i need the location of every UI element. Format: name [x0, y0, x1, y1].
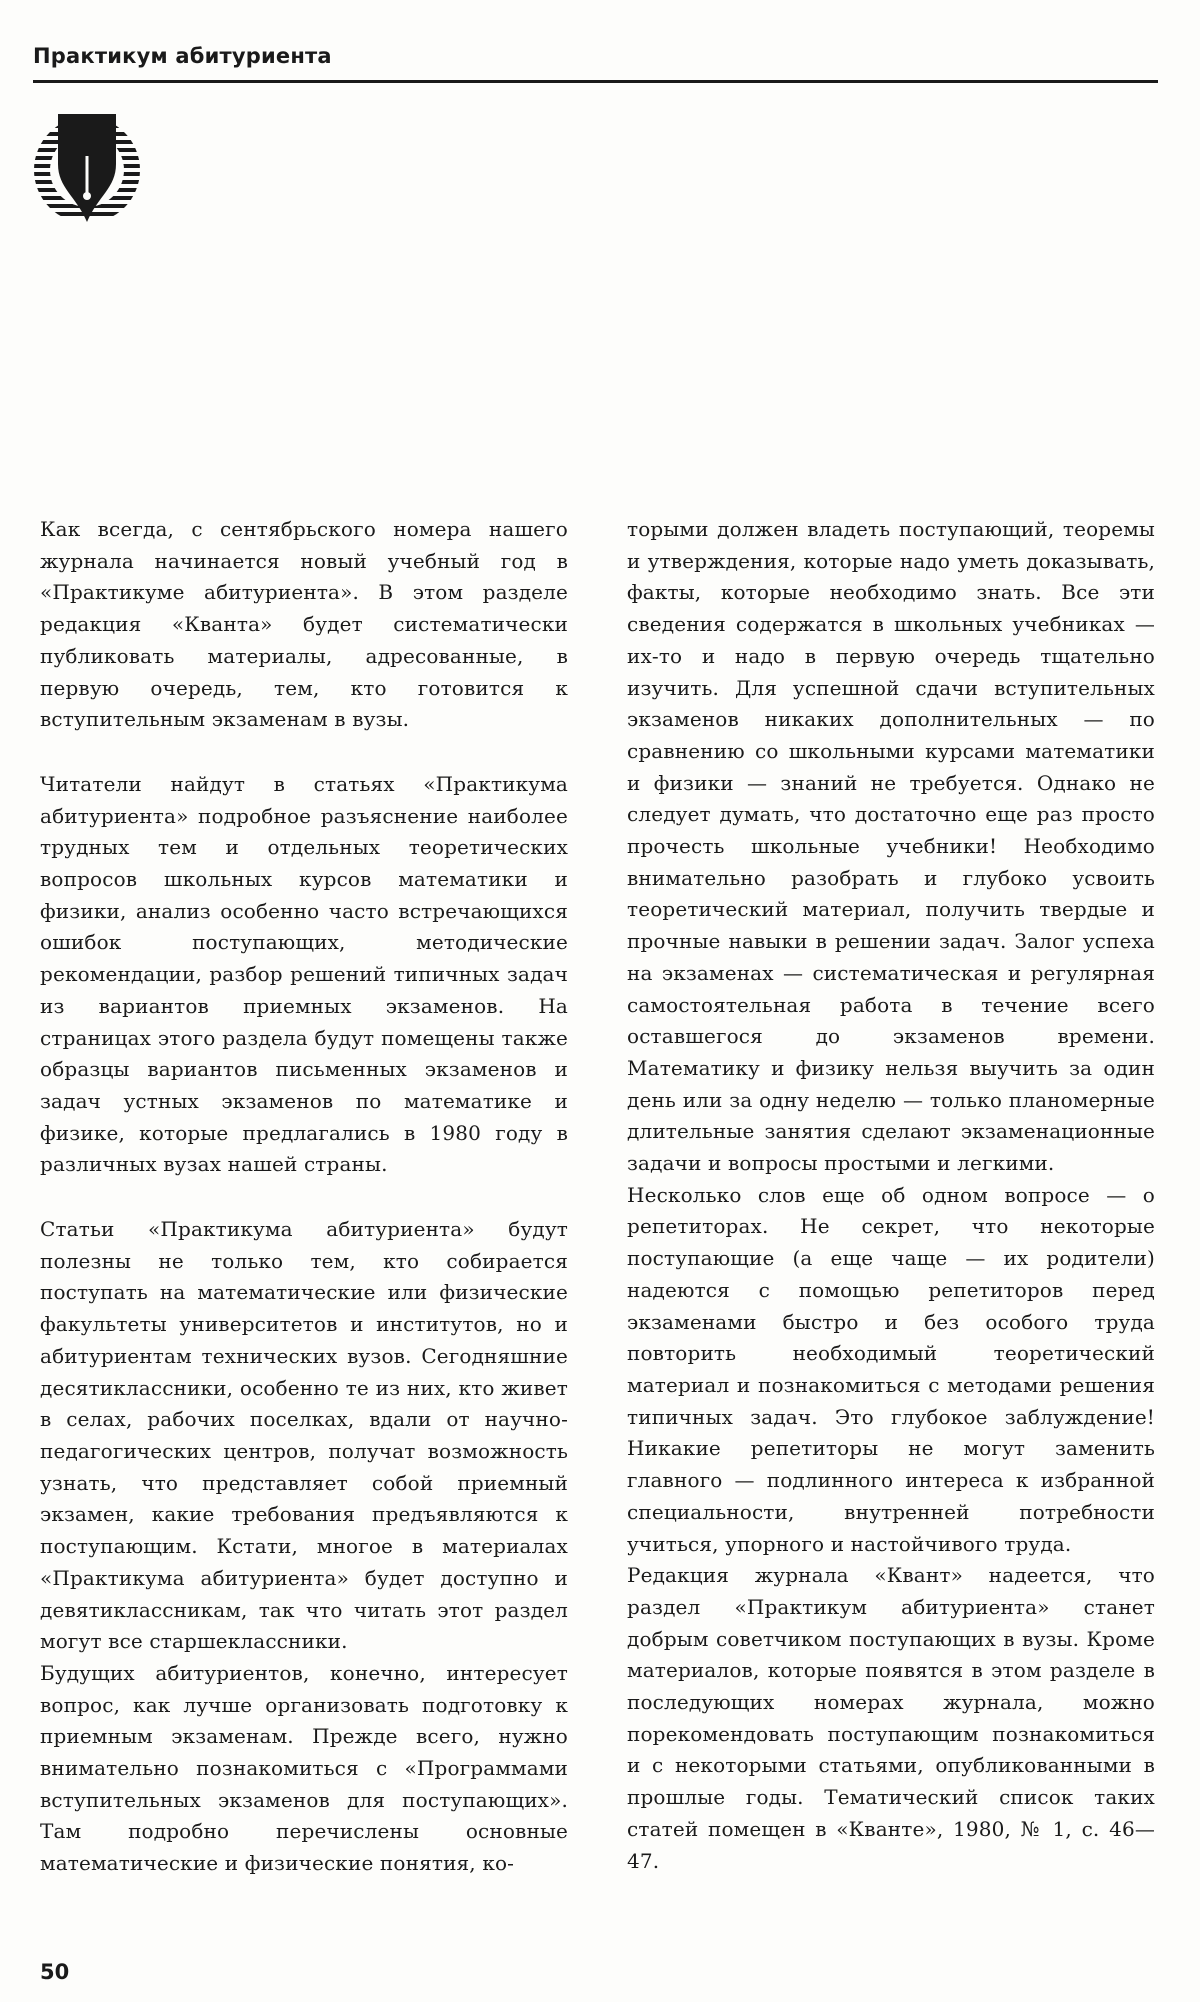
page-header — [33, 38, 1158, 83]
intro-paragraph: Как всегда, с сентябрьского номера нашего журнала начинается новый учебный год в «Практикуме абитуриента». В этом разделе редакция «Кванта» будет систематически публиковать материалы, адресованные, в первую очередь, тем, кто готовится к вступительным экзаменам в вузы. — [40, 517, 568, 732]
right-text-column — [627, 514, 1155, 1877]
editorial-paragraph: Редакция журнала «Квант» надеется, что раздел «Практикум абитуриента» станет добрым советчиком поступающих в вузы. Кроме материалов, которые появятся в этом разделе в последующих номерах журнала, можно порекомендовать поступающим познакомиться и с некоторыми статьями, опубликованными в прошлые годы. Тематический список таких статей помещен в «Кванте», 1980, № 1, с. 46—47. — [627, 1563, 1155, 1873]
audience-paragraph: Статьи «Практикума абитуриента» будут полезны не только тем, кто собирается поступать на математические или физические факультеты университетов и институтов, но и абитуриентам технических вузов. Сегодняшние десятиклассники, особенно те из них, кто живет в селах, рабочих поселках, вдали от научно-педагогических центров, получат возможность узнать, что представляет собой приемный экзамен, какие требования предъявляются к поступающим. Кстати, многое в материалах «Практикума абитуриента» будет доступно и девятиклассникам, так что читать этот раздел могут все старшеклассники. — [40, 1217, 568, 1654]
readers-paragraph: Читатели найдут в статьях «Практикума абитуриента» подробное разъяснение наиболее трудных тем и отдельных теоретических вопросов школьных курсов математики и физики, анализ особенно часто встречающихся ошибок поступающих, методические рекомендации, разбор решений типичных задач из вариантов приемных экзаменов. На страницах этого раздела будут помещены также образцы вариантов письменных экзаменов и задач устных экзаменов по математике и физике, которые предлагались в 1980 году в различных вузах нашей страны. — [40, 771, 568, 1177]
left-text-column — [40, 514, 568, 1880]
section-title: Практикум абитуриента — [33, 44, 332, 68]
pen-nib-emblem-icon — [30, 112, 144, 224]
page-number: 50 — [40, 1960, 70, 1984]
continuation-paragraph: торыми должен владеть поступающий, теоремы и утверждения, которые надо уметь доказывать, факты, которые необходимо знать. Все эти сведения содержатся в школьных учебниках — их-то и надо в первую очередь тщательно изучить. Для успешной сдачи вступительных экзаменов никаких дополнительных — по сравнению со школьными курсами математики и физики — знаний не требуется. Однако не следует думать, что достаточно еще раз просто прочесть школьные учебники! Необходимо внимательно разобрать и глубоко усвоить теоретический материал, получить твердые и прочные навыки в решении задач. Залог успеха на экзаменах — систематическая и регулярная самостоятельная работа в течение всего оставшегося до экзаменов времени. Математику и физику нельзя выучить за один день или за одну неделю — только планомерные длительные занятия сделают экзаменационные задачи и вопросы простыми и легкими. — [627, 517, 1155, 1176]
tutors-paragraph: Несколько слов еще об одном вопросе — о репетиторах. Не секрет, что некоторые поступающие (а еще чаще — их родители) надеются с помощью репетиторов перед экзаменами быстро и без особого труда повторить необходимый теоретический материал и познакомиться с методами решения типичных задач. Это глубокое заблуждение! Никакие репетиторы не могут заменить главного — подлинного интереса к избранной специальности, внутренней потребности учиться, упорного и настойчивого труда. — [627, 1182, 1155, 1556]
preparation-paragraph: Будущих абитуриентов, конечно, интересует вопрос, как лучше организовать подготовку к приемным экзаменам. Прежде всего, нужно внимательно познакомиться с «Программами вступительных экзаменов для поступающих». Там подробно перечислены основные математические и физические понятия, ко- — [40, 1660, 568, 1876]
